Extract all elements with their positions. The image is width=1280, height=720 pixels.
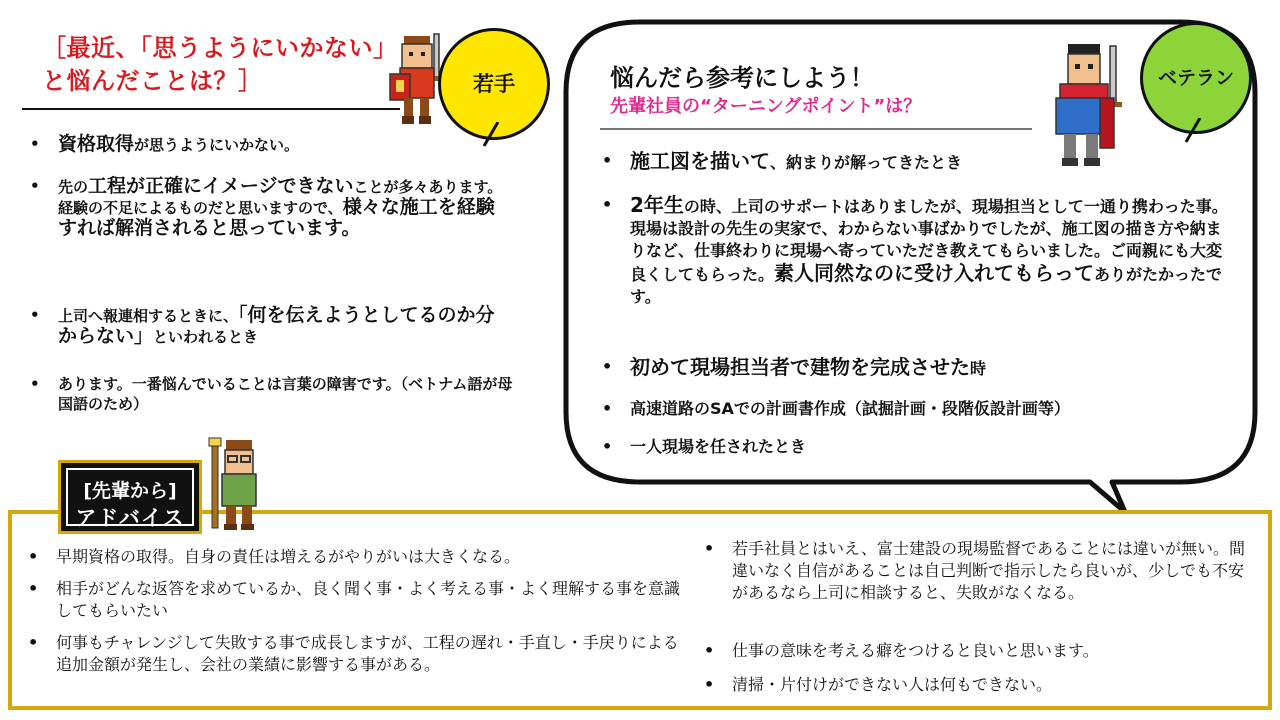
- advice-label: [58, 460, 202, 534]
- bullet: •: [602, 195, 613, 214]
- item-text: 早期資格の取得。自身の責任は増えるがやりがいは大きくなる。: [56, 547, 521, 566]
- item-text: 上司へ報連相するときに、: [58, 307, 239, 325]
- veteran-section-subtitle: 先輩社員の“ターニングポイント”は？: [610, 96, 922, 117]
- bullet: •: [602, 437, 613, 456]
- young-section-title: ［最近、「思うようにいかない」と悩んだことは？］: [42, 34, 398, 95]
- item-text: 若手社員とはいえ、富士建設の現場監督であることには違いが無い。間違いなく自信があることは自己判断で指示したら良いが、少しでも不安があるなら上司に相談すると、失敗がなくなる。: [732, 539, 1245, 602]
- list-item: [26, 134, 406, 155]
- item-text: 一人現場を任されたとき: [630, 437, 807, 456]
- advice-label-line2: アドバイス: [75, 506, 185, 530]
- bullet: •: [28, 547, 39, 566]
- bullet: •: [704, 675, 715, 694]
- item-text: ありがたかったです。: [630, 265, 1223, 306]
- advice-label-frame: [66, 468, 194, 530]
- item-emphasis: 素人同然なのに受け入れてもらって: [774, 261, 1095, 285]
- bullet: •: [602, 399, 613, 418]
- bullet: •: [602, 151, 613, 170]
- item-text: ことが多々あります。経験の不足によるものだと思いますので、: [58, 178, 503, 217]
- veteran-section-title: 悩んだら参考にしよう！: [610, 64, 874, 92]
- bullet: •: [602, 357, 613, 376]
- bullet: •: [30, 375, 40, 393]
- list-item: [700, 640, 1250, 662]
- list-item: [26, 176, 504, 239]
- young-badge-tail: [470, 122, 510, 148]
- bullet: •: [30, 177, 40, 195]
- item-emphasis: 初めて現場担当者で建物を完成させた: [630, 355, 970, 379]
- item-text: 先の: [58, 178, 89, 196]
- list-item: [700, 538, 1250, 604]
- veteran-badge-tail: [1170, 118, 1210, 144]
- list-item: [598, 436, 1234, 458]
- list-item: [598, 194, 1234, 308]
- bullet: •: [28, 579, 39, 598]
- list-item: [598, 150, 1038, 174]
- list-item: [24, 578, 680, 622]
- young-title-divider: [22, 108, 400, 110]
- list-item: [598, 398, 1234, 420]
- list-item: [24, 632, 680, 676]
- bullet: •: [704, 539, 715, 558]
- wizard-advisor-icon: [208, 436, 260, 532]
- list-item: [24, 546, 680, 568]
- item-text: の時、上司のサポートはありましたが、現場担当として一通り携わった事。現場は設計の先生の実家で、わからない事ばかりでしたが、施工図の描き方や納まりなど、仕事終わりに現場へ寄っていただき教えてもらいました。ご両親にも大変良くしてもらった。: [630, 197, 1228, 284]
- item-text: 、納まりが解ってきたとき: [770, 153, 963, 172]
- advice-label-line1: [先輩から]: [83, 480, 177, 502]
- item-emphasis: 様々な施工を経験すれば解消されると思っています。: [58, 196, 495, 239]
- item-text: あります。一番悩んでいることは言葉の障害です。（ベトナム語が母国語のため）: [58, 375, 513, 413]
- item-text: 何事もチャレンジして失敗する事で成長しますが、工程の遅れ・手直し・手戻りによる追加金額が発生し、会社の業績に影響する事がある。: [56, 633, 679, 674]
- list-item: [26, 374, 516, 414]
- item-text: 時: [970, 359, 987, 378]
- item-text: が思うようにいかない。: [134, 136, 300, 154]
- item-emphasis: 工程が正確にイメージできない: [88, 175, 354, 197]
- item-emphasis: 2年生: [630, 193, 684, 217]
- bullet: •: [704, 641, 715, 660]
- bullet: •: [30, 135, 40, 153]
- swordsman-character-icon: [1050, 40, 1126, 170]
- item-emphasis: 資格取得: [58, 133, 135, 155]
- list-item: [598, 356, 1234, 380]
- item-text: 仕事の意味を考える癖をつけると良いと思います。: [732, 641, 1099, 660]
- veteran-badge-label: ベテラン: [1157, 67, 1234, 89]
- list-item: [26, 305, 504, 347]
- veteran-title-divider: [600, 128, 1032, 130]
- item-text: 高速道路のSAでの計画書作成（試掘計画・段階仮設計画等）: [630, 399, 1070, 418]
- item-emphasis: 施工図を描いて: [630, 149, 770, 173]
- item-emphasis: 「何を伝えようとしてるのか分からない」: [58, 304, 495, 347]
- bullet: •: [30, 306, 40, 324]
- list-item: [700, 674, 1250, 696]
- item-text: 清掃・片付けができない人は何もできない。: [732, 675, 1053, 694]
- item-text: 相手がどんな返答を求めているか、良く聞く事・よく考える事・よく理解する事を意識してもらいたい: [56, 579, 681, 620]
- item-text: といわれるとき: [153, 328, 259, 346]
- bullet: •: [28, 633, 39, 652]
- young-badge-label: 若手: [473, 72, 515, 96]
